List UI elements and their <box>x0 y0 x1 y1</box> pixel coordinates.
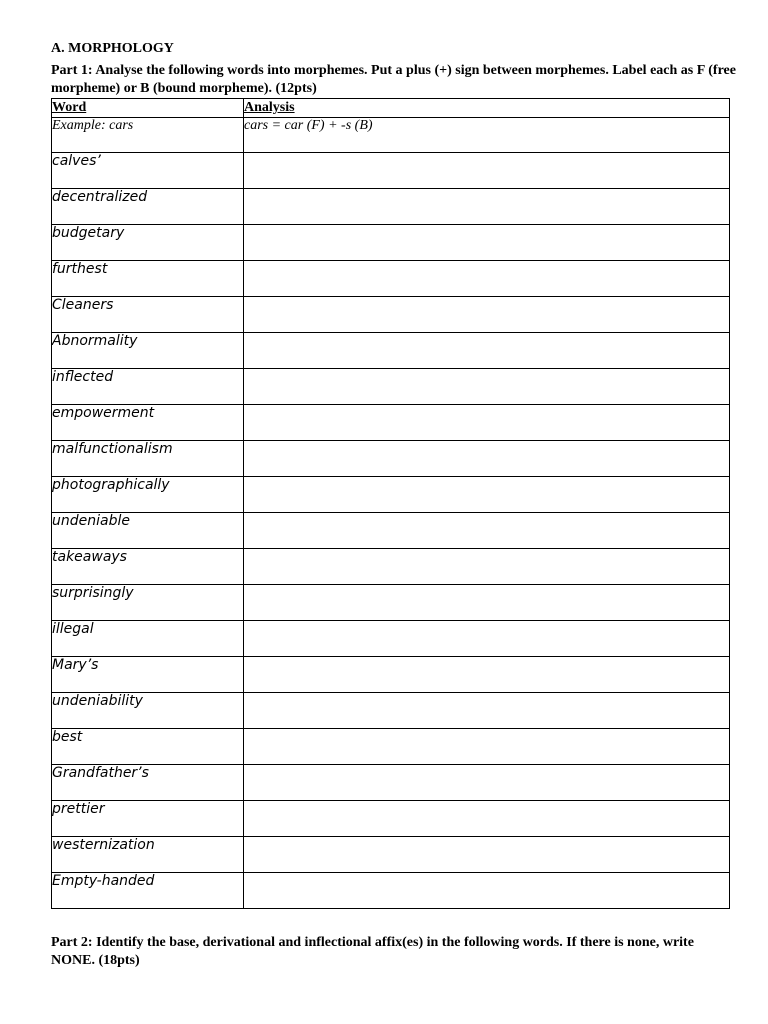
analysis-cell[interactable] <box>244 873 730 909</box>
table-row <box>52 153 730 189</box>
table-row <box>52 837 730 873</box>
word-cell: budgetary <box>52 225 244 261</box>
table-row <box>52 297 730 333</box>
analysis-cell[interactable] <box>244 657 730 693</box>
word-cell: empowerment <box>52 405 244 441</box>
word-cell: westernization <box>52 837 244 873</box>
part2-instructions: Part 2: Identify the base, derivational and inflectional affix(es) in the following words. If there is none, write NONE. (18pts) <box>51 935 694 968</box>
example-word: Example: cars <box>52 118 244 153</box>
analysis-cell[interactable] <box>244 297 730 333</box>
table-row <box>52 765 730 801</box>
header-word: Word <box>52 99 244 118</box>
analysis-cell[interactable] <box>244 549 730 585</box>
header-analysis: Analysis <box>244 99 730 118</box>
analysis-cell[interactable] <box>244 693 730 729</box>
section-title: A. MORPHOLOGY <box>51 41 174 56</box>
word-cell: best <box>52 729 244 765</box>
table-row <box>52 801 730 837</box>
analysis-cell[interactable] <box>244 621 730 657</box>
part1-instructions: Part 1: Analyse the following words into morphemes. Put a plus (+) sign between morphemes. Label each as F (free morpheme) or B (bound morpheme). (12pts) <box>51 63 736 96</box>
table-row <box>52 549 730 585</box>
analysis-cell[interactable] <box>244 765 730 801</box>
table-row <box>52 441 730 477</box>
table-row <box>52 189 730 225</box>
analysis-cell[interactable] <box>244 225 730 261</box>
analysis-cell[interactable] <box>244 333 730 369</box>
table-row <box>52 333 730 369</box>
analysis-cell[interactable] <box>244 585 730 621</box>
word-cell: decentralized <box>52 189 244 225</box>
word-cell: undeniability <box>52 693 244 729</box>
table-row <box>52 261 730 297</box>
table-row <box>52 405 730 441</box>
word-cell: illegal <box>52 621 244 657</box>
word-cell: furthest <box>52 261 244 297</box>
analysis-cell[interactable] <box>244 801 730 837</box>
analysis-cell[interactable] <box>244 729 730 765</box>
table-row <box>52 621 730 657</box>
analysis-cell[interactable] <box>244 405 730 441</box>
table-row <box>52 225 730 261</box>
example-row <box>52 118 730 153</box>
table-row <box>52 729 730 765</box>
word-cell: Empty-handed <box>52 873 244 909</box>
table-row <box>52 585 730 621</box>
example-analysis: cars = car (F) + -s (B) <box>244 118 730 153</box>
word-cell: takeaways <box>52 549 244 585</box>
table-header-row <box>52 99 730 118</box>
table-row <box>52 693 730 729</box>
analysis-cell[interactable] <box>244 441 730 477</box>
word-cell: Grandfather’s <box>52 765 244 801</box>
word-cell: inflected <box>52 369 244 405</box>
analysis-cell[interactable] <box>244 513 730 549</box>
word-cell: surprisingly <box>52 585 244 621</box>
table-row <box>52 369 730 405</box>
word-cell: Abnormality <box>52 333 244 369</box>
analysis-cell[interactable] <box>244 477 730 513</box>
table-row <box>52 513 730 549</box>
word-cell: calves’ <box>52 153 244 189</box>
word-cell: prettier <box>52 801 244 837</box>
table-row <box>52 873 730 909</box>
word-cell: Mary’s <box>52 657 244 693</box>
analysis-cell[interactable] <box>244 261 730 297</box>
word-cell: malfunctionalism <box>52 441 244 477</box>
word-cell: photographically <box>52 477 244 513</box>
table-row <box>52 477 730 513</box>
word-cell: undeniable <box>52 513 244 549</box>
table-row <box>52 657 730 693</box>
analysis-cell[interactable] <box>244 153 730 189</box>
analysis-cell[interactable] <box>244 189 730 225</box>
analysis-cell[interactable] <box>244 369 730 405</box>
morpheme-table <box>51 98 730 909</box>
analysis-cell[interactable] <box>244 837 730 873</box>
word-cell: Cleaners <box>52 297 244 333</box>
